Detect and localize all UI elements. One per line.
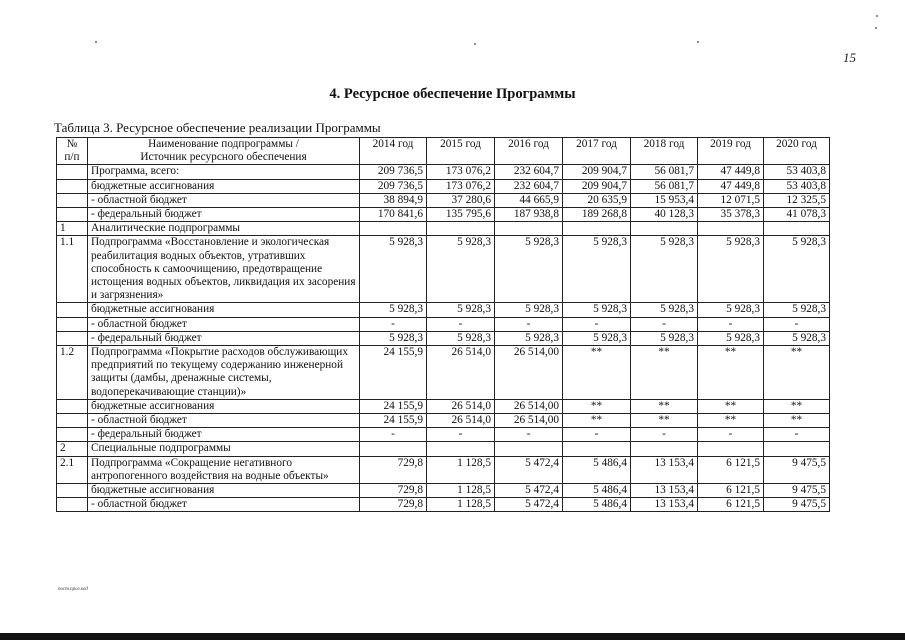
value-cell: 12 325,5	[764, 193, 830, 207]
table-row	[57, 317, 830, 331]
section-heading: 4. Ресурсное обеспечение Программы	[329, 86, 576, 102]
value-cell: 13 153,4	[631, 484, 698, 498]
value-cell: 209 736,5	[360, 179, 427, 193]
value-cell: -	[698, 317, 764, 331]
value-cell: **	[698, 414, 764, 428]
value-cell: 26 514,0	[427, 399, 495, 413]
value-cell: 5 928,3	[563, 303, 631, 317]
header-year: 2020 год	[764, 138, 830, 165]
value-cell: **	[698, 346, 764, 400]
value-cell: 5 928,3	[427, 303, 495, 317]
scan-speck	[875, 27, 877, 29]
row-number	[57, 399, 88, 413]
table-row	[57, 484, 830, 498]
value-cell: 26 514,0	[427, 346, 495, 400]
value-cell: 170 841,6	[360, 208, 427, 222]
value-cell: 173 076,2	[427, 165, 495, 179]
value-cell: 5 928,3	[764, 303, 830, 317]
row-name: - областной бюджет	[88, 317, 360, 331]
value-cell: 5 928,3	[495, 331, 563, 345]
value-cell: 5 928,3	[495, 236, 563, 303]
row-number	[57, 179, 88, 193]
row-name: - федеральный бюджет	[88, 331, 360, 345]
value-cell: 5 928,3	[631, 236, 698, 303]
value-cell: 1 128,5	[427, 498, 495, 512]
value-cell: **	[563, 399, 631, 413]
row-number: 2.1	[57, 456, 88, 483]
value-cell: -	[495, 317, 563, 331]
value-cell	[360, 222, 427, 236]
value-cell: 5 928,3	[495, 303, 563, 317]
row-name: бюджетные ассигнования	[88, 303, 360, 317]
value-cell: 5 472,4	[495, 498, 563, 512]
table-row	[57, 303, 830, 317]
value-cell: **	[631, 399, 698, 413]
table-row	[57, 442, 830, 456]
value-cell: 729,8	[360, 456, 427, 483]
header-name-line2: Источник ресурсного обеспечения	[140, 151, 307, 164]
value-cell: 5 928,3	[427, 331, 495, 345]
value-cell: 53 403,8	[764, 179, 830, 193]
header-number	[57, 138, 88, 165]
value-cell: **	[563, 346, 631, 400]
value-cell: 26 514,00	[495, 346, 563, 400]
value-cell: **	[631, 414, 698, 428]
value-cell: **	[764, 346, 830, 400]
value-cell: 15 953,4	[631, 193, 698, 207]
header-year: 2019 год	[698, 138, 764, 165]
row-name: - областной бюджет	[88, 414, 360, 428]
value-cell: 5 928,3	[360, 236, 427, 303]
page-number: 15	[843, 50, 856, 65]
value-cell: 5 928,3	[631, 331, 698, 345]
row-name: Подпрограмма «Сокращение негативного антропогенного воздействия на водные объекты»	[88, 456, 360, 483]
value-cell	[764, 442, 830, 456]
row-number	[57, 193, 88, 207]
value-cell: 41 078,3	[764, 208, 830, 222]
header-year: 2016 год	[495, 138, 563, 165]
row-name: - областной бюджет	[88, 498, 360, 512]
value-cell: 5 928,3	[563, 331, 631, 345]
value-cell: 37 280,6	[427, 193, 495, 207]
row-number: 1.1	[57, 236, 88, 303]
value-cell: -	[495, 428, 563, 442]
value-cell: 5 486,4	[563, 484, 631, 498]
value-cell: 232 604,7	[495, 179, 563, 193]
value-cell: 47 449,8	[698, 179, 764, 193]
header-year: 2017 год	[563, 138, 631, 165]
value-cell	[563, 222, 631, 236]
value-cell: **	[563, 414, 631, 428]
row-number	[57, 331, 88, 345]
value-cell: 9 475,5	[764, 498, 830, 512]
row-number: 2	[57, 442, 88, 456]
value-cell: 5 928,3	[698, 303, 764, 317]
header-year: 2015 год	[427, 138, 495, 165]
row-name: бюджетные ассигнования	[88, 179, 360, 193]
value-cell: 209 736,5	[360, 165, 427, 179]
row-name: Программа, всего:	[88, 165, 360, 179]
value-cell	[563, 442, 631, 456]
value-cell: 1 128,5	[427, 484, 495, 498]
value-cell: 5 928,3	[427, 236, 495, 303]
row-number	[57, 414, 88, 428]
value-cell: 53 403,8	[764, 165, 830, 179]
value-cell: -	[427, 428, 495, 442]
row-name: - федеральный бюджет	[88, 208, 360, 222]
row-number	[57, 208, 88, 222]
value-cell: 6 121,5	[698, 456, 764, 483]
value-cell: 5 928,3	[698, 236, 764, 303]
value-cell: 209 904,7	[563, 179, 631, 193]
row-number	[57, 317, 88, 331]
value-cell: -	[764, 428, 830, 442]
value-cell	[698, 442, 764, 456]
value-cell: 135 795,6	[427, 208, 495, 222]
row-number	[57, 484, 88, 498]
row-number	[57, 428, 88, 442]
value-cell: 5 928,3	[764, 236, 830, 303]
table-header-row	[57, 138, 830, 165]
table-row	[57, 346, 830, 400]
value-cell: 20 635,9	[563, 193, 631, 207]
row-number	[57, 498, 88, 512]
row-name: Специальные подпрограммы	[88, 442, 360, 456]
value-cell: 5 928,3	[764, 331, 830, 345]
value-cell: 1 128,5	[427, 456, 495, 483]
value-cell	[698, 222, 764, 236]
value-cell: **	[764, 414, 830, 428]
header-name	[88, 138, 360, 165]
value-cell: 26 514,00	[495, 414, 563, 428]
value-cell: -	[427, 317, 495, 331]
table-body	[57, 165, 830, 512]
value-cell: 56 081,7	[631, 179, 698, 193]
value-cell: 12 071,5	[698, 193, 764, 207]
scan-bottom-edge	[0, 633, 905, 640]
row-name: Подпрограмма «Покрытие расходов обслуживающих предприятий по текущему содержанию инженерной защиты (дамбы, дренажные системы, водоперекачивающие станции)»	[88, 346, 360, 400]
header-number-line2: п/п	[64, 151, 80, 164]
value-cell: 5 928,3	[563, 236, 631, 303]
row-name: Подпрограмма «Восстановление и экологическая реабилитация водных объектов, утративших способность к самоочищению, предотвращение истощения водных объектов, ликвидация их засорения и загрязнения»	[88, 236, 360, 303]
value-cell: 24 155,9	[360, 346, 427, 400]
value-cell: 6 121,5	[698, 498, 764, 512]
value-cell: 232 604,7	[495, 165, 563, 179]
value-cell	[764, 222, 830, 236]
row-name: Аналитические подпрограммы	[88, 222, 360, 236]
table-row	[57, 208, 830, 222]
header-year: 2018 год	[631, 138, 698, 165]
value-cell	[427, 442, 495, 456]
value-cell: **	[631, 346, 698, 400]
value-cell	[631, 222, 698, 236]
row-number: 1	[57, 222, 88, 236]
value-cell: 5 486,4	[563, 456, 631, 483]
table-row	[57, 414, 830, 428]
footer-code: пост.прог.вод	[58, 587, 88, 592]
header-name-line1: Наименование подпрограммы /	[148, 138, 299, 150]
value-cell: **	[764, 399, 830, 413]
row-name: - областной бюджет	[88, 193, 360, 207]
scan-speck	[95, 41, 97, 43]
value-cell: 173 076,2	[427, 179, 495, 193]
value-cell: **	[698, 399, 764, 413]
value-cell	[495, 222, 563, 236]
value-cell: 5 472,4	[495, 484, 563, 498]
value-cell: 9 475,5	[764, 484, 830, 498]
value-cell: 189 268,8	[563, 208, 631, 222]
value-cell: 5 928,3	[631, 303, 698, 317]
value-cell: 26 514,00	[495, 399, 563, 413]
value-cell	[360, 442, 427, 456]
value-cell: -	[563, 317, 631, 331]
value-cell: 6 121,5	[698, 484, 764, 498]
row-number	[57, 165, 88, 179]
value-cell: -	[631, 317, 698, 331]
value-cell	[427, 222, 495, 236]
table-row	[57, 222, 830, 236]
value-cell: -	[631, 428, 698, 442]
value-cell: 40 128,3	[631, 208, 698, 222]
value-cell: 729,8	[360, 484, 427, 498]
scan-speck	[697, 41, 699, 43]
value-cell: 56 081,7	[631, 165, 698, 179]
header-year: 2014 год	[360, 138, 427, 165]
scan-speck	[876, 15, 878, 17]
value-cell: 5 928,3	[360, 331, 427, 345]
resources-table	[56, 137, 830, 512]
value-cell: 209 904,7	[563, 165, 631, 179]
value-cell: 729,8	[360, 498, 427, 512]
value-cell: -	[563, 428, 631, 442]
value-cell: -	[360, 428, 427, 442]
value-cell	[495, 442, 563, 456]
row-name: - федеральный бюджет	[88, 428, 360, 442]
value-cell: 38 894,9	[360, 193, 427, 207]
row-name: бюджетные ассигнования	[88, 484, 360, 498]
value-cell: 44 665,9	[495, 193, 563, 207]
value-cell: -	[698, 428, 764, 442]
table-row	[57, 428, 830, 442]
table-row	[57, 165, 830, 179]
scan-speck	[474, 43, 476, 45]
value-cell: 24 155,9	[360, 399, 427, 413]
value-cell: -	[360, 317, 427, 331]
value-cell: 13 153,4	[631, 498, 698, 512]
value-cell: 5 486,4	[563, 498, 631, 512]
table-row	[57, 331, 830, 345]
table-row	[57, 179, 830, 193]
value-cell	[631, 442, 698, 456]
value-cell: -	[764, 317, 830, 331]
value-cell: 9 475,5	[764, 456, 830, 483]
value-cell: 26 514,0	[427, 414, 495, 428]
value-cell: 5 928,3	[698, 331, 764, 345]
value-cell: 5 928,3	[360, 303, 427, 317]
table-row	[57, 236, 830, 303]
row-number: 1.2	[57, 346, 88, 400]
row-number	[57, 303, 88, 317]
value-cell: 13 153,4	[631, 456, 698, 483]
value-cell: 24 155,9	[360, 414, 427, 428]
table-row	[57, 456, 830, 483]
table-row	[57, 399, 830, 413]
header-number-line1: №	[66, 138, 78, 150]
row-name: бюджетные ассигнования	[88, 399, 360, 413]
table-row	[57, 498, 830, 512]
value-cell: 35 378,3	[698, 208, 764, 222]
value-cell: 187 938,8	[495, 208, 563, 222]
value-cell: 5 472,4	[495, 456, 563, 483]
table-row	[57, 193, 830, 207]
table-caption: Таблица 3. Ресурсное обеспечение реализации Программы	[54, 120, 381, 135]
value-cell: 47 449,8	[698, 165, 764, 179]
